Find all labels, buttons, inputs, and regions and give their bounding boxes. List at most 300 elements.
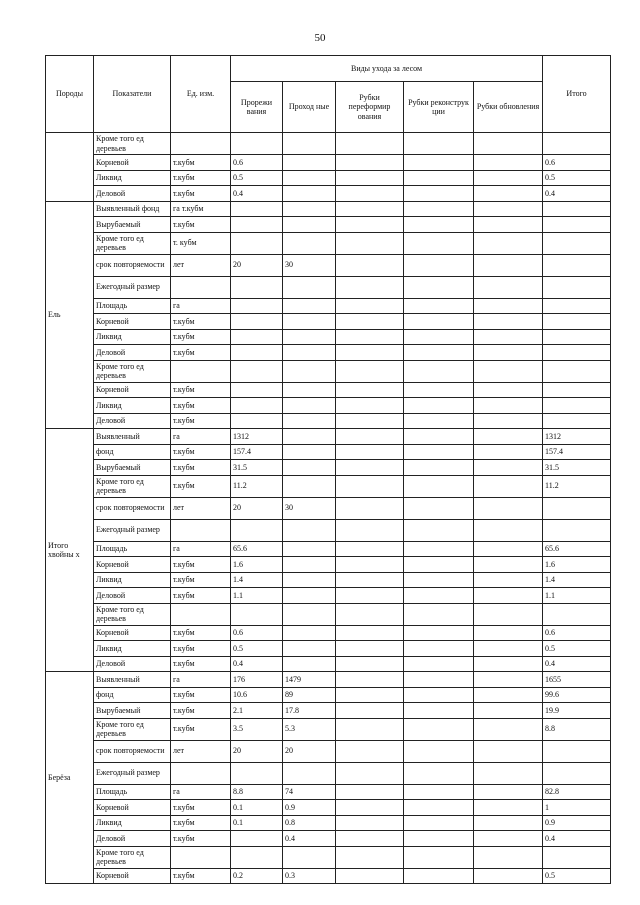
renewal-cell xyxy=(474,444,543,460)
indicator-cell: Ликвид xyxy=(94,572,171,588)
table-row xyxy=(46,133,611,155)
unit-cell: т.кубм xyxy=(171,444,231,460)
total-cell xyxy=(543,413,611,429)
table-row xyxy=(46,784,611,800)
reconstruction-cell xyxy=(404,475,474,497)
total-cell xyxy=(543,345,611,361)
passage-cell xyxy=(283,314,336,330)
reformation-cell xyxy=(336,672,404,688)
unit-cell xyxy=(171,133,231,155)
thinning-cell: 2.1 xyxy=(231,703,283,719)
indicator-cell: Кроме того ед деревьев xyxy=(94,360,171,382)
renewal-cell xyxy=(474,557,543,573)
renewal-cell xyxy=(474,429,543,445)
reformation-cell xyxy=(336,276,404,298)
reformation-cell xyxy=(336,444,404,460)
thinning-cell xyxy=(231,360,283,382)
unit-cell: т.кубм xyxy=(171,413,231,429)
renewal-cell xyxy=(474,232,543,254)
renewal-cell xyxy=(474,254,543,276)
renewal-cell xyxy=(474,217,543,233)
renewal-cell xyxy=(474,687,543,703)
passage-cell xyxy=(283,298,336,314)
unit-cell: т.кубм xyxy=(171,155,231,171)
reconstruction-cell xyxy=(404,641,474,657)
thinning-cell: 20 xyxy=(231,254,283,276)
unit-cell: т.кубм xyxy=(171,398,231,414)
thinning-cell: 1.1 xyxy=(231,588,283,604)
thinning-cell xyxy=(231,846,283,868)
indicator-cell: срок повторяемости xyxy=(94,740,171,762)
thinning-cell xyxy=(231,519,283,541)
passage-cell xyxy=(283,155,336,171)
thinning-cell: 0.6 xyxy=(231,625,283,641)
unit-cell: лет xyxy=(171,497,231,519)
passage-cell xyxy=(283,413,336,429)
total-cell: 1.4 xyxy=(543,572,611,588)
table-row xyxy=(46,603,611,625)
table-row xyxy=(46,460,611,476)
thinning-cell: 1.6 xyxy=(231,557,283,573)
passage-cell xyxy=(283,641,336,657)
unit-cell: лет xyxy=(171,254,231,276)
renewal-cell xyxy=(474,398,543,414)
renewal-cell xyxy=(474,329,543,345)
reformation-cell xyxy=(336,541,404,557)
reconstruction-cell xyxy=(404,232,474,254)
passage-cell xyxy=(283,429,336,445)
header-indicators: Показатели xyxy=(94,56,171,133)
total-cell xyxy=(543,133,611,155)
renewal-cell xyxy=(474,298,543,314)
renewal-cell xyxy=(474,170,543,186)
total-cell xyxy=(543,276,611,298)
indicator-cell: Корневой xyxy=(94,868,171,884)
indicator-cell: Ликвид xyxy=(94,641,171,657)
indicator-cell: Площадь xyxy=(94,784,171,800)
reformation-cell xyxy=(336,703,404,719)
total-cell xyxy=(543,740,611,762)
passage-cell xyxy=(283,345,336,361)
table-row xyxy=(46,232,611,254)
renewal-cell xyxy=(474,413,543,429)
unit-cell: т.кубм xyxy=(171,170,231,186)
reconstruction-cell xyxy=(404,170,474,186)
indicator-cell: срок повторяемости xyxy=(94,254,171,276)
reformation-cell xyxy=(336,572,404,588)
thinning-cell: 31.5 xyxy=(231,460,283,476)
thinning-cell: 11.2 xyxy=(231,475,283,497)
table-row xyxy=(46,868,611,884)
reconstruction-cell xyxy=(404,846,474,868)
renewal-cell xyxy=(474,868,543,884)
passage-cell xyxy=(283,846,336,868)
reconstruction-cell xyxy=(404,740,474,762)
renewal-cell xyxy=(474,762,543,784)
reconstruction-cell xyxy=(404,429,474,445)
table-row xyxy=(46,345,611,361)
thinning-cell xyxy=(231,314,283,330)
unit-cell: т.кубм xyxy=(171,572,231,588)
thinning-cell xyxy=(231,133,283,155)
passage-cell xyxy=(283,444,336,460)
passage-cell xyxy=(283,170,336,186)
table-row xyxy=(46,846,611,868)
table-row xyxy=(46,186,611,202)
indicator-cell: Деловой xyxy=(94,656,171,672)
total-cell: 8.8 xyxy=(543,718,611,740)
reformation-cell xyxy=(336,170,404,186)
thinning-cell xyxy=(231,329,283,345)
total-cell: 82.8 xyxy=(543,784,611,800)
reconstruction-cell xyxy=(404,217,474,233)
unit-cell: т.кубм xyxy=(171,588,231,604)
reconstruction-cell xyxy=(404,603,474,625)
total-cell xyxy=(543,360,611,382)
reformation-cell xyxy=(336,868,404,884)
total-cell xyxy=(543,382,611,398)
reformation-cell xyxy=(336,345,404,361)
renewal-cell xyxy=(474,846,543,868)
renewal-cell xyxy=(474,703,543,719)
passage-cell xyxy=(283,232,336,254)
reconstruction-cell xyxy=(404,314,474,330)
indicator-cell: Корневой xyxy=(94,625,171,641)
thinning-cell xyxy=(231,232,283,254)
total-cell: 31.5 xyxy=(543,460,611,476)
table-row xyxy=(46,519,611,541)
renewal-cell xyxy=(474,360,543,382)
total-cell: 0.4 xyxy=(543,186,611,202)
thinning-cell xyxy=(231,276,283,298)
indicator-cell: Корневой xyxy=(94,155,171,171)
total-cell: 0.9 xyxy=(543,815,611,831)
renewal-cell xyxy=(474,641,543,657)
passage-cell xyxy=(283,625,336,641)
table-row xyxy=(46,557,611,573)
thinning-cell: 0.5 xyxy=(231,641,283,657)
renewal-cell xyxy=(474,133,543,155)
renewal-cell xyxy=(474,572,543,588)
total-cell: 99.6 xyxy=(543,687,611,703)
header-reformation: Рубки переформир ования xyxy=(336,82,404,133)
unit-cell: т.кубм xyxy=(171,656,231,672)
forest-care-table xyxy=(45,55,611,884)
table-row xyxy=(46,656,611,672)
unit-cell: га xyxy=(171,784,231,800)
total-cell: 0.5 xyxy=(543,170,611,186)
table-row xyxy=(46,588,611,604)
passage-cell: 30 xyxy=(283,254,336,276)
unit-cell: т.кубм xyxy=(171,831,231,847)
reconstruction-cell xyxy=(404,557,474,573)
thinning-cell xyxy=(231,217,283,233)
unit-cell: га xyxy=(171,298,231,314)
table-row xyxy=(46,444,611,460)
thinning-cell: 1.4 xyxy=(231,572,283,588)
thinning-cell: 0.4 xyxy=(231,186,283,202)
reformation-cell xyxy=(336,815,404,831)
reformation-cell xyxy=(336,329,404,345)
renewal-cell xyxy=(474,541,543,557)
table-row xyxy=(46,360,611,382)
reformation-cell xyxy=(336,762,404,784)
renewal-cell xyxy=(474,588,543,604)
thinning-cell xyxy=(231,831,283,847)
unit-cell: т.кубм xyxy=(171,314,231,330)
reconstruction-cell xyxy=(404,155,474,171)
table-row xyxy=(46,625,611,641)
unit-cell: т.кубм xyxy=(171,382,231,398)
passage-cell xyxy=(283,572,336,588)
table-row xyxy=(46,155,611,171)
passage-cell xyxy=(283,603,336,625)
passage-cell xyxy=(283,762,336,784)
reconstruction-cell xyxy=(404,625,474,641)
unit-cell: т.кубм xyxy=(171,800,231,816)
reconstruction-cell xyxy=(404,588,474,604)
reconstruction-cell xyxy=(404,687,474,703)
indicator-cell: Корневой xyxy=(94,314,171,330)
reconstruction-cell xyxy=(404,868,474,884)
total-cell xyxy=(543,232,611,254)
thinning-cell: 20 xyxy=(231,497,283,519)
table-row xyxy=(46,762,611,784)
total-cell: 65.6 xyxy=(543,541,611,557)
reconstruction-cell xyxy=(404,784,474,800)
table-row xyxy=(46,703,611,719)
reconstruction-cell xyxy=(404,672,474,688)
reconstruction-cell xyxy=(404,186,474,202)
renewal-cell xyxy=(474,382,543,398)
reformation-cell xyxy=(336,314,404,330)
renewal-cell xyxy=(474,186,543,202)
unit-cell: т.кубм xyxy=(171,186,231,202)
reformation-cell xyxy=(336,588,404,604)
renewal-cell xyxy=(474,460,543,476)
reconstruction-cell xyxy=(404,329,474,345)
indicator-cell: Корневой xyxy=(94,800,171,816)
total-cell: 1 xyxy=(543,800,611,816)
thinning-cell: 0.2 xyxy=(231,868,283,884)
indicator-cell: Площадь xyxy=(94,541,171,557)
reconstruction-cell xyxy=(404,298,474,314)
total-cell xyxy=(543,329,611,345)
renewal-cell xyxy=(474,314,543,330)
passage-cell xyxy=(283,382,336,398)
unit-cell: т.кубм xyxy=(171,703,231,719)
header-species: Породы xyxy=(46,56,94,133)
table-row xyxy=(46,672,611,688)
reformation-cell xyxy=(336,831,404,847)
renewal-cell xyxy=(474,672,543,688)
unit-cell xyxy=(171,276,231,298)
table-row xyxy=(46,815,611,831)
total-cell xyxy=(543,519,611,541)
total-cell: 0.5 xyxy=(543,868,611,884)
unit-cell xyxy=(171,519,231,541)
indicator-cell: Корневой xyxy=(94,557,171,573)
indicator-cell: Корневой xyxy=(94,382,171,398)
passage-cell: 30 xyxy=(283,497,336,519)
reformation-cell xyxy=(336,382,404,398)
renewal-cell xyxy=(474,831,543,847)
reformation-cell xyxy=(336,656,404,672)
thinning-cell xyxy=(231,762,283,784)
reconstruction-cell xyxy=(404,572,474,588)
unit-cell: т.кубм xyxy=(171,460,231,476)
total-cell: 19.9 xyxy=(543,703,611,719)
passage-cell: 1479 xyxy=(283,672,336,688)
thinning-cell: 0.6 xyxy=(231,155,283,171)
thinning-cell xyxy=(231,413,283,429)
reformation-cell xyxy=(336,360,404,382)
thinning-cell: 0.1 xyxy=(231,815,283,831)
reformation-cell xyxy=(336,429,404,445)
total-cell: 157.4 xyxy=(543,444,611,460)
renewal-cell xyxy=(474,740,543,762)
passage-cell xyxy=(283,133,336,155)
header-passage: Проход ные xyxy=(283,82,336,133)
thinning-cell: 20 xyxy=(231,740,283,762)
indicator-cell: Вырубаемый xyxy=(94,703,171,719)
reformation-cell xyxy=(336,186,404,202)
renewal-cell xyxy=(474,519,543,541)
renewal-cell xyxy=(474,656,543,672)
header-renewal: Рубки обновления xyxy=(474,82,543,133)
unit-cell: т.кубм xyxy=(171,329,231,345)
passage-cell xyxy=(283,398,336,414)
indicator-cell: Кроме того ед деревьев xyxy=(94,133,171,155)
passage-cell xyxy=(283,217,336,233)
renewal-cell xyxy=(474,201,543,217)
total-cell: 1.6 xyxy=(543,557,611,573)
header-thinning: Прорежи вания xyxy=(231,82,283,133)
thinning-cell: 0.4 xyxy=(231,656,283,672)
total-cell xyxy=(543,314,611,330)
indicator-cell: Ликвид xyxy=(94,398,171,414)
reformation-cell xyxy=(336,475,404,497)
total-cell xyxy=(543,603,611,625)
header-reconstruction: Рубки реконструк ции xyxy=(404,82,474,133)
reconstruction-cell xyxy=(404,762,474,784)
indicator-cell: Ликвид xyxy=(94,170,171,186)
header-care-types: Виды ухода за лесом xyxy=(231,56,543,82)
total-cell: 0.5 xyxy=(543,641,611,657)
total-cell: 0.4 xyxy=(543,831,611,847)
unit-cell xyxy=(171,846,231,868)
thinning-cell xyxy=(231,603,283,625)
page-number: 50 xyxy=(314,32,326,44)
table-row xyxy=(46,497,611,519)
thinning-cell: 1312 xyxy=(231,429,283,445)
total-cell xyxy=(543,398,611,414)
header-total: Итого xyxy=(543,56,611,133)
passage-cell xyxy=(283,475,336,497)
total-cell xyxy=(543,254,611,276)
reconstruction-cell xyxy=(404,360,474,382)
reformation-cell xyxy=(336,603,404,625)
unit-cell: т. кубм xyxy=(171,232,231,254)
species-cell: Берёза xyxy=(46,672,94,884)
unit-cell: т.кубм xyxy=(171,217,231,233)
table-row xyxy=(46,740,611,762)
table-row xyxy=(46,572,611,588)
unit-cell: т.кубм xyxy=(171,475,231,497)
passage-cell: 74 xyxy=(283,784,336,800)
reconstruction-cell xyxy=(404,718,474,740)
reconstruction-cell xyxy=(404,398,474,414)
passage-cell xyxy=(283,329,336,345)
thinning-cell: 0.1 xyxy=(231,800,283,816)
passage-cell xyxy=(283,656,336,672)
renewal-cell xyxy=(474,784,543,800)
table-row xyxy=(46,382,611,398)
thinning-cell xyxy=(231,201,283,217)
species-cell: Итого хвойны х xyxy=(46,429,94,672)
passage-cell: 0.9 xyxy=(283,800,336,816)
indicator-cell: Деловой xyxy=(94,831,171,847)
unit-cell: т.кубм xyxy=(171,557,231,573)
total-cell xyxy=(543,217,611,233)
thinning-cell xyxy=(231,298,283,314)
indicator-cell: Деловой xyxy=(94,345,171,361)
unit-cell: т.кубм xyxy=(171,625,231,641)
reformation-cell xyxy=(336,641,404,657)
table-row xyxy=(46,298,611,314)
thinning-cell: 176 xyxy=(231,672,283,688)
thinning-cell xyxy=(231,382,283,398)
renewal-cell xyxy=(474,475,543,497)
reformation-cell xyxy=(336,201,404,217)
passage-cell xyxy=(283,557,336,573)
table-row xyxy=(46,475,611,497)
reconstruction-cell xyxy=(404,276,474,298)
indicator-cell: Площадь xyxy=(94,298,171,314)
table-row xyxy=(46,687,611,703)
thinning-cell: 65.6 xyxy=(231,541,283,557)
indicator-cell: Выявленный xyxy=(94,429,171,445)
unit-cell: га т.кубм xyxy=(171,201,231,217)
unit-cell xyxy=(171,603,231,625)
passage-cell xyxy=(283,360,336,382)
total-cell xyxy=(543,762,611,784)
indicator-cell: Кроме того ед деревьев xyxy=(94,718,171,740)
unit-cell: га xyxy=(171,672,231,688)
reformation-cell xyxy=(336,740,404,762)
indicator-cell: Кроме того ед деревьев xyxy=(94,603,171,625)
reformation-cell xyxy=(336,232,404,254)
header-unit: Ед. изм. xyxy=(171,56,231,133)
passage-cell xyxy=(283,519,336,541)
reconstruction-cell xyxy=(404,800,474,816)
unit-cell xyxy=(171,360,231,382)
reformation-cell xyxy=(336,217,404,233)
reconstruction-cell xyxy=(404,497,474,519)
indicator-cell: Ежегодный размер xyxy=(94,519,171,541)
reconstruction-cell xyxy=(404,831,474,847)
passage-cell: 20 xyxy=(283,740,336,762)
indicator-cell: Кроме того ед деревьев xyxy=(94,475,171,497)
renewal-cell xyxy=(474,345,543,361)
table-row xyxy=(46,170,611,186)
reformation-cell xyxy=(336,298,404,314)
total-cell: 1312 xyxy=(543,429,611,445)
total-cell: 0.4 xyxy=(543,656,611,672)
indicator-cell: Ликвид xyxy=(94,329,171,345)
indicator-cell: фонд xyxy=(94,444,171,460)
table-row xyxy=(46,429,611,445)
